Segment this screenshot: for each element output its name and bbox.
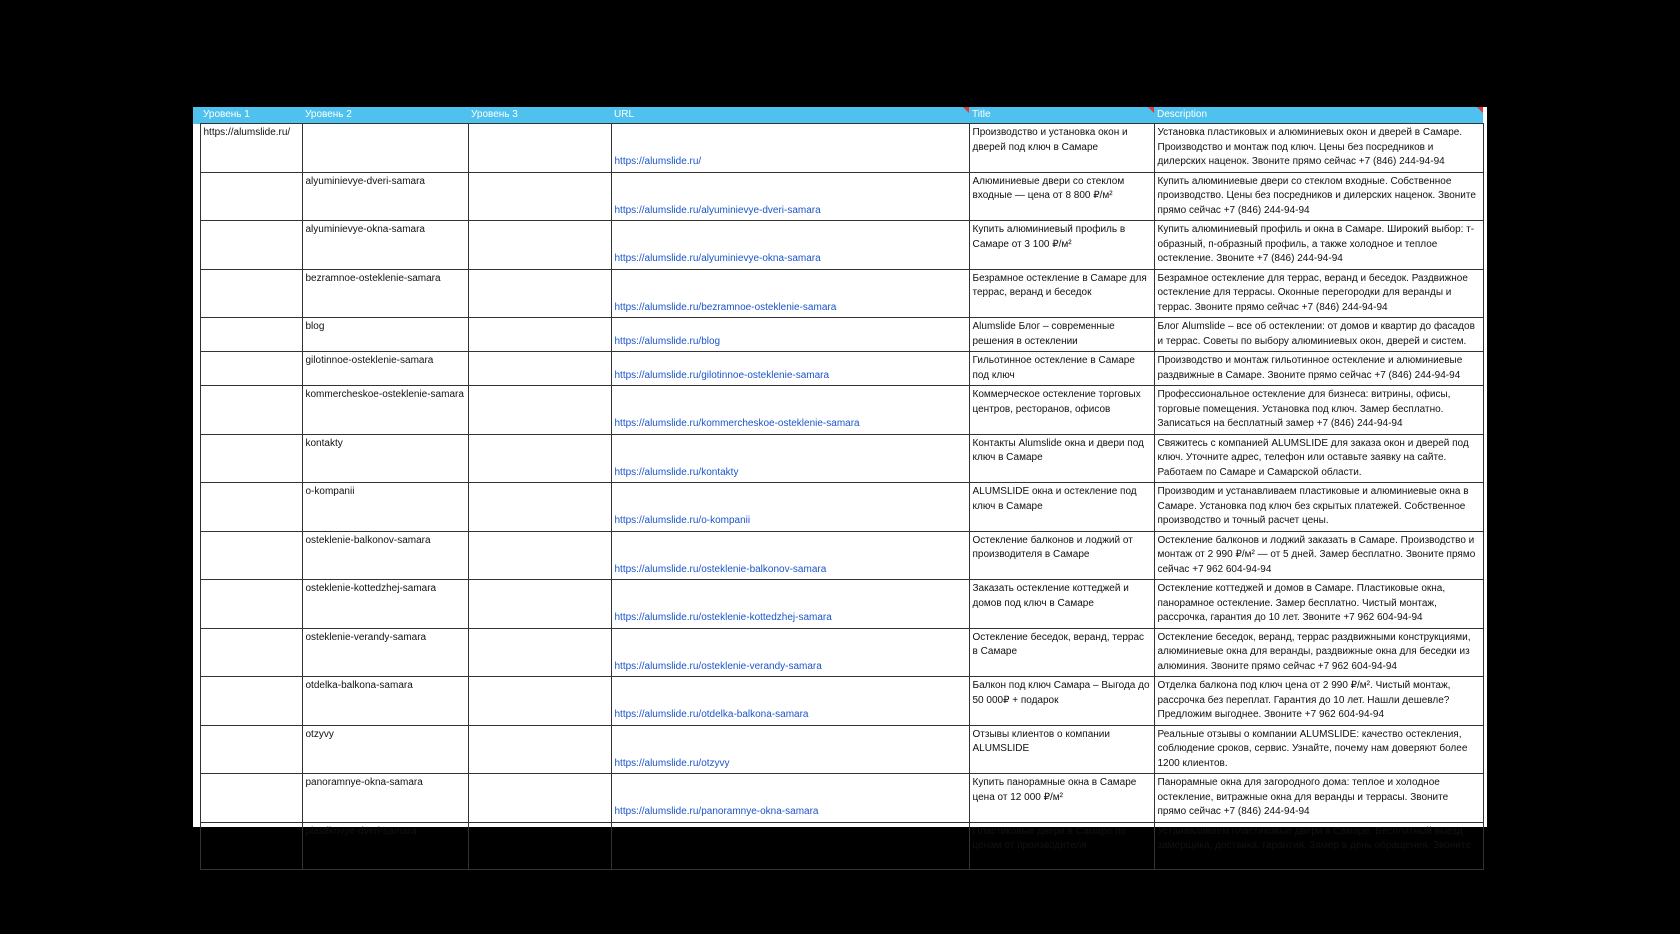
table-row (193, 531, 1483, 580)
row-gutter (193, 580, 200, 629)
cell-level2[interactable]: kommercheskoe-osteklenie-samara (302, 386, 468, 435)
cell-description[interactable]: Остекление беседок, веранд, террас раздвижными конструкциями, алюминиевые окна для веранды, раздвижные окна для беседки из алюминия. Звоните прямо сейчас +7 962 604-94-94 (1154, 628, 1483, 677)
cell-description[interactable]: Профессиональное остекление для бизнеса: витрины, офисы, торговые помещения. Установка под ключ. Замер бесплатно. Записаться на бесплатный замер +7 (846) 244-94-94 (1154, 386, 1483, 435)
cell-description[interactable]: Остекление коттеджей и домов в Самаре. Пластиковые окна, панорамное остекление. Замер бесплатно. Чистый монтаж, рассрочка, гарантия до 10 лет. Звоните +7 962 604-94-94 (1154, 580, 1483, 629)
cell-url-link[interactable]: https://alumslide.ru/kontakty (611, 434, 969, 483)
table-row (193, 269, 1483, 318)
cell-level1[interactable] (200, 531, 302, 580)
cell-level2[interactable]: blog (302, 318, 468, 352)
cell-url-link[interactable]: https://alumslide.ru/o-kompanii (611, 483, 969, 532)
table-row (193, 172, 1483, 221)
cell-level3[interactable] (468, 172, 611, 221)
cell-level2[interactable]: otdelka-balkona-samara (302, 677, 468, 726)
row-gutter (193, 822, 200, 869)
table-row (193, 774, 1483, 823)
cell-level3[interactable] (468, 822, 611, 869)
cell-description[interactable]: Купить алюминиевый профиль и окна в Самаре. Широкий выбор: т-образный, п-образный профиль, а также холодное и теплое остекление. Звоните +7 (846) 244-94-94 (1154, 221, 1483, 270)
cell-level3[interactable] (468, 386, 611, 435)
cell-url-link[interactable]: https://alumslide.ru/alyuminievye-dveri-samara (611, 172, 969, 221)
cell-url-link[interactable]: https://alumslide.ru/osteklenie-balkonov-samara (611, 531, 969, 580)
table-row (193, 318, 1483, 352)
cell-title[interactable]: Остекление беседок, веранд, террас в Самаре (969, 628, 1154, 677)
table-row (193, 386, 1483, 435)
table-row (193, 483, 1483, 532)
cell-level3[interactable] (468, 352, 611, 386)
cell-url-link[interactable]: https://alumslide.ru/alyuminievye-okna-samara (611, 221, 969, 270)
header-level3[interactable]: Уровень 3 (468, 107, 611, 124)
row-gutter (193, 269, 200, 318)
cell-level1[interactable]: https://alumslide.ru/ (200, 124, 302, 173)
cell-level3[interactable] (468, 628, 611, 677)
cell-level2[interactable]: osteklenie-verandy-samara (302, 628, 468, 677)
row-gutter (193, 628, 200, 677)
cell-url-link[interactable]: https://alumslide.ru/osteklenie-verandy-samara (611, 628, 969, 677)
cell-level2[interactable]: osteklenie-kottedzhej-samara (302, 580, 468, 629)
cell-level2[interactable]: alyuminievye-okna-samara (302, 221, 468, 270)
spreadsheet (193, 107, 1487, 851)
cell-level1[interactable] (200, 352, 302, 386)
cell-url-link[interactable]: https://alumslide.ru/otdelka-balkona-samara (611, 677, 969, 726)
cell-level2[interactable]: otzyvy (302, 725, 468, 774)
cell-url-link[interactable]: https://alumslide.ru/gilotinnoe-osteklenie-samara (611, 352, 969, 386)
cell-level2[interactable]: gilotinnoe-osteklenie-samara (302, 352, 468, 386)
cell-description[interactable]: Блог Alumslide – все об остеклении: от домов и квартир до фасадов и террас. Советы по выбору алюминиевых окон, дверей и систем. (1154, 318, 1483, 352)
cell-description[interactable]: Устанавливаем пластиковые двери в Самаре. Бесплатный выезд замерщика, доставка, гарантия. Замер в день обращения. Звоните (1154, 822, 1483, 869)
cell-title[interactable]: Купить панорамные окна в Самаре цена от 12 000 ₽/м² (969, 774, 1154, 823)
cell-level3[interactable] (468, 483, 611, 532)
cell-level1[interactable] (200, 318, 302, 352)
cell-level2[interactable]: o-kompanii (302, 483, 468, 532)
cell-description[interactable]: Купить алюминиевые двери со стеклом входные. Собственное производство. Цены без посредников и дилерских наценок. Звоните прямо сейчас +7 (846) 244-94-94 (1154, 172, 1483, 221)
cell-level2[interactable]: bezramnoe-osteklenie-samara (302, 269, 468, 318)
cell-level1[interactable] (200, 386, 302, 435)
header-title-label: Title (972, 109, 991, 120)
cell-level3[interactable] (468, 580, 611, 629)
header-description-label: Description (1157, 109, 1208, 120)
cell-level1[interactable] (200, 172, 302, 221)
table-row (193, 124, 1483, 173)
cell-level3[interactable] (468, 124, 611, 173)
cell-level1[interactable] (200, 483, 302, 532)
table-row (193, 725, 1483, 774)
cell-title[interactable]: Отзывы клиентов о компании ALUMSLIDE (969, 725, 1154, 774)
cell-level1[interactable] (200, 628, 302, 677)
cell-url-link[interactable]: https://alumslide.ru/blog (611, 318, 969, 352)
cell-level2[interactable]: kontakty (302, 434, 468, 483)
header-row (193, 107, 1483, 124)
cell-level3[interactable] (468, 677, 611, 726)
row-gutter (193, 434, 200, 483)
row-gutter (193, 221, 200, 270)
cell-level2[interactable] (302, 124, 468, 173)
cell-level1[interactable] (200, 221, 302, 270)
row-gutter (193, 124, 200, 173)
header-url-label: URL (614, 109, 635, 120)
cell-description[interactable]: Установка пластиковых и алюминиевых окон и дверей в Самаре. Производство и монтаж под ключ. Цены без посредников и дилерских наценок. Звоните прямо сейчас +7 (846) 244-94-94 (1154, 124, 1483, 173)
cell-title[interactable]: Коммерческое остекление торговых центров, ресторанов, офисов (969, 386, 1154, 435)
cell-level3[interactable] (468, 531, 611, 580)
table-row (193, 628, 1483, 677)
table-row (193, 677, 1483, 726)
cell-title[interactable]: Гильотинное остекление в Самаре под ключ (969, 352, 1154, 386)
cell-level2[interactable]: plastikovye-dveri-samara (302, 822, 468, 869)
cell-level1[interactable] (200, 774, 302, 823)
cell-title[interactable]: Купить алюминиевый профиль в Самаре от 3 100 ₽/м² (969, 221, 1154, 270)
cell-title[interactable]: Производство и установка окон и дверей под ключ в Самаре (969, 124, 1154, 173)
cell-title[interactable]: Алюминиевые двери со стеклом входные — цена от 8 800 ₽/м² (969, 172, 1154, 221)
cell-title[interactable]: Alumslide Блог – современные решения в остеклении (969, 318, 1154, 352)
row-gutter (193, 774, 200, 823)
cell-level1[interactable] (200, 580, 302, 629)
cell-level3[interactable] (468, 269, 611, 318)
seo-table (193, 107, 1484, 870)
cell-url-link[interactable]: https://alumslide.ru/panoramnye-okna-samara (611, 774, 969, 823)
cell-title[interactable]: Контакты Alumslide окна и двери под ключ в Самаре (969, 434, 1154, 483)
cell-description[interactable]: Производство и монтаж гильотинное остекление и алюминиевые раздвижные в Самаре. Звоните прямо сейчас +7 (846) 244-94-94 (1154, 352, 1483, 386)
cell-description[interactable]: Реальные отзывы о компании ALUMSLIDE: качество остекления, соблюдение сроков, сервис. Узнайте, почему нам доверяют более 1200 клиентов. (1154, 725, 1483, 774)
header-gutter (193, 107, 200, 124)
cell-level1[interactable] (200, 725, 302, 774)
header-description[interactable] (1154, 107, 1483, 124)
cell-level2[interactable]: panoramnye-okna-samara (302, 774, 468, 823)
row-gutter (193, 725, 200, 774)
header-level2[interactable]: Уровень 2 (302, 107, 468, 124)
header-url[interactable] (611, 107, 969, 124)
row-gutter (193, 386, 200, 435)
table-body (193, 124, 1483, 870)
row-gutter (193, 531, 200, 580)
cell-url-link[interactable] (611, 822, 969, 869)
cell-url-link[interactable]: https://alumslide.ru/otzyvy (611, 725, 969, 774)
cell-level2[interactable]: alyuminievye-dveri-samara (302, 172, 468, 221)
table-row (193, 221, 1483, 270)
table-row (193, 822, 1483, 869)
cell-description[interactable]: Панорамные окна для загородного дома: теплое и холодное остекление, витражные окна для веранды и террасы. Звоните прямо сейчас +7 (846) 244-94-94 (1154, 774, 1483, 823)
cell-url-link[interactable]: https://alumslide.ru/osteklenie-kottedzhej-samara (611, 580, 969, 629)
cell-url-link[interactable]: https://alumslide.ru/ (611, 124, 969, 173)
row-gutter (193, 172, 200, 221)
cell-description[interactable]: Производим и устанавливаем пластиковые и алюминиевые окна в Самаре. Установка под ключ без скрытых платежей. Собственное производство и точный расчет цены. (1154, 483, 1483, 532)
cell-level3[interactable] (468, 725, 611, 774)
cell-level1[interactable] (200, 269, 302, 318)
cell-level1[interactable] (200, 677, 302, 726)
cell-level1[interactable] (200, 822, 302, 869)
table-row (193, 352, 1483, 386)
cell-title[interactable]: ALUMSLIDE окна и остекление под ключ в Самаре (969, 483, 1154, 532)
cell-level1[interactable] (200, 434, 302, 483)
cell-level2[interactable]: osteklenie-balkonov-samara (302, 531, 468, 580)
row-gutter (193, 483, 200, 532)
cell-level3[interactable] (468, 434, 611, 483)
cell-level3[interactable] (468, 774, 611, 823)
row-gutter (193, 677, 200, 726)
header-level1[interactable]: Уровень 1 (200, 107, 302, 124)
table-row (193, 434, 1483, 483)
row-gutter (193, 318, 200, 352)
header-title[interactable] (969, 107, 1154, 124)
cell-title[interactable]: Остекление балконов и лоджий от производителя в Самаре (969, 531, 1154, 580)
cell-url-link[interactable]: https://alumslide.ru/kommercheskoe-osteklenie-samara (611, 386, 969, 435)
cell-description[interactable]: Свяжитесь с компанией ALUMSLIDE для заказа окон и дверей под ключ. Уточните адрес, телефон или оставьте заявку на сайте. Работаем по Самаре и Самарской области. (1154, 434, 1483, 483)
cell-description[interactable]: Отделка балкона под ключ цена от 2 990 ₽/м². Чистый монтаж, рассрочка без переплат. Гарантия до 10 лет. Нашли дешевле? Предложим выгоднее. Звоните +7 962 604-94-94 (1154, 677, 1483, 726)
cell-level3[interactable] (468, 221, 611, 270)
cell-title[interactable]: Балкон под ключ Самара – Выгода до 50 000₽ + подарок (969, 677, 1154, 726)
row-gutter (193, 352, 200, 386)
cell-description[interactable]: Остекление балконов и лоджий заказать в Самаре. Производство и монтаж от 2 990 ₽/м² — от 5 дней. Замер бесплатно. Звоните прямо сейчас +7 962 604-94-94 (1154, 531, 1483, 580)
cell-url-link[interactable]: https://alumslide.ru/bezramnoe-osteklenie-samara (611, 269, 969, 318)
cell-title[interactable]: Пластиковые двери в Самаре по ценам от производителя (969, 822, 1154, 869)
table-row (193, 580, 1483, 629)
cell-description[interactable]: Безрамное остекление для террас, веранд и беседок. Раздвижное остекление для террасы. Оконные перегородки для веранды и террас. Звоните прямо сейчас +7 (846) 244-94-94 (1154, 269, 1483, 318)
cell-title[interactable]: Безрамное остекление в Самаре для террас, веранд и беседок (969, 269, 1154, 318)
cell-level3[interactable] (468, 318, 611, 352)
cell-title[interactable]: Заказать остекление коттеджей и домов под ключ в Самаре (969, 580, 1154, 629)
comment-marker-icon[interactable] (1477, 107, 1483, 113)
